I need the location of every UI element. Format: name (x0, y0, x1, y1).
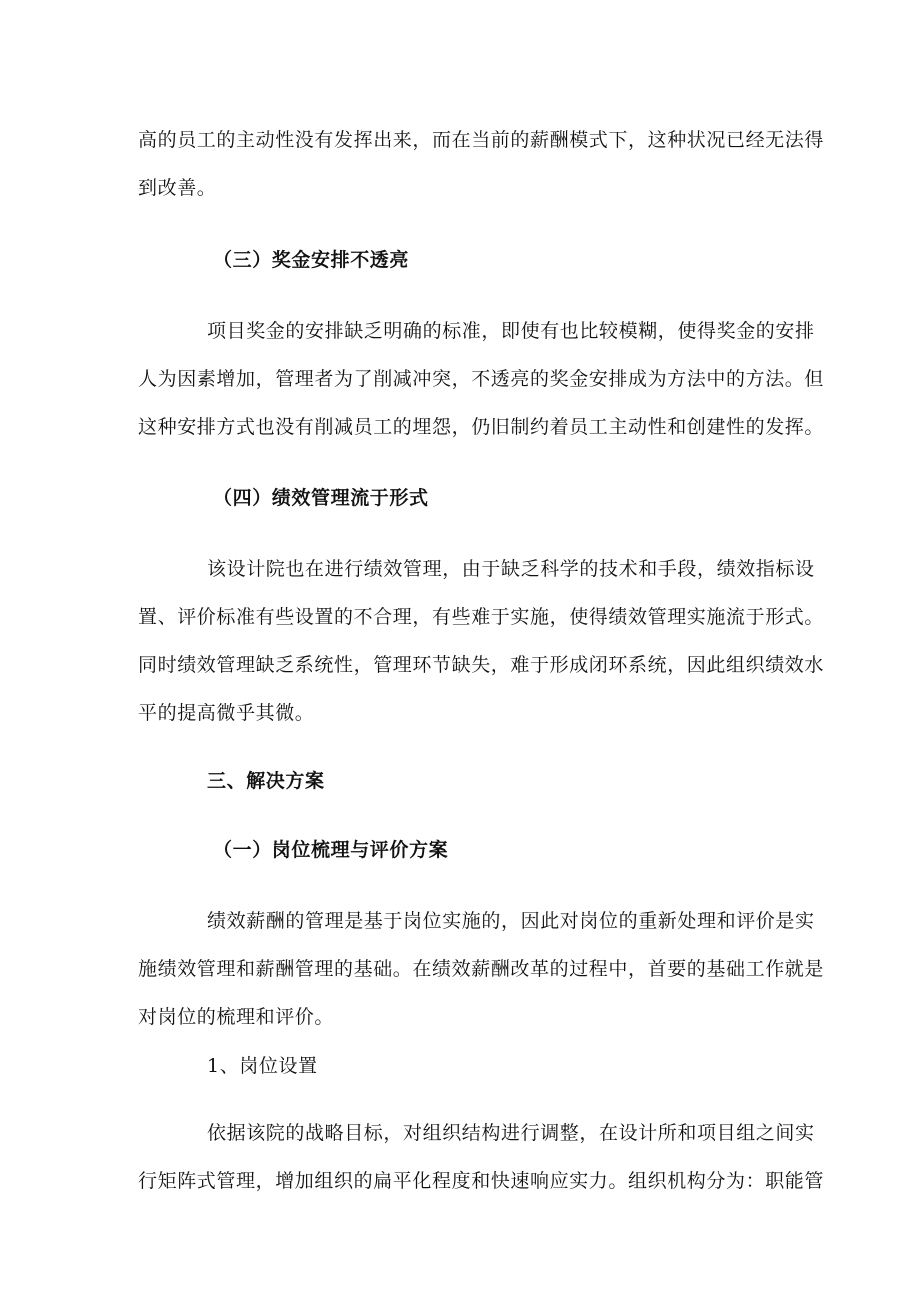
paragraph-line: 绩效薪酬的管理是基于岗位实施的，因此对岗位的重新处理和评价是实 (207, 910, 815, 932)
paragraph-line: 同时绩效管理缺乏系统性，管理环节缺失，难于形成闭环系统，因此组织绩效水 (138, 654, 825, 676)
paragraph-line: 施绩效管理和薪酬管理的基础。在绩效薪酬改革的过程中，首要的基础工作就是 (138, 958, 825, 980)
paragraph-line: 到改善。 (138, 177, 217, 199)
paragraph-line: 该设计院也在进行绩效管理，由于缺乏科学的技术和手段，绩效指标设 (207, 558, 815, 580)
paragraph-line: 行矩阵式管理，增加组织的扁平化程度和快速响应实力。组织机构分为：职能管 (138, 1170, 825, 1192)
list-item-position-setting: 1、岗位设置 (207, 1055, 318, 1077)
heading-bonus-arrangement: （三）奖金安排不透亮 (213, 249, 410, 271)
paragraph-line: 项目奖金的安排缺乏明确的标准，即使有也比较模糊，使得奖金的安排 (207, 320, 815, 342)
paragraph-line: 这种安排方式也没有削减员工的埋怨，仍旧制约着员工主动性和创建性的发挥。 (138, 416, 825, 438)
subheading-position-review: （一）岗位梳理与评价方案 (213, 839, 449, 861)
paragraph-line: 依据该院的战略目标，对组织结构进行调整，在设计所和项目组之间实 (207, 1122, 815, 1144)
paragraph-line: 对岗位的梳理和评价。 (138, 1006, 335, 1028)
paragraph-line: 人为因素增加，管理者为了削减冲突，不透亮的奖金安排成为方法中的方法。但 (138, 368, 825, 390)
heading-performance-management: （四）绩效管理流于形式 (213, 487, 429, 509)
paragraph-line: 置、评价标准有些设置的不合理，有些难于实施，使得绩效管理实施流于形式。 (138, 606, 825, 628)
paragraph-line: 高的员工的主动性没有发挥出来，而在当前的薪酬模式下，这种状况已经无法得 (138, 129, 825, 151)
section-heading-solution: 三、解决方案 (207, 770, 325, 792)
paragraph-line: 平的提高微乎其微。 (138, 702, 315, 724)
